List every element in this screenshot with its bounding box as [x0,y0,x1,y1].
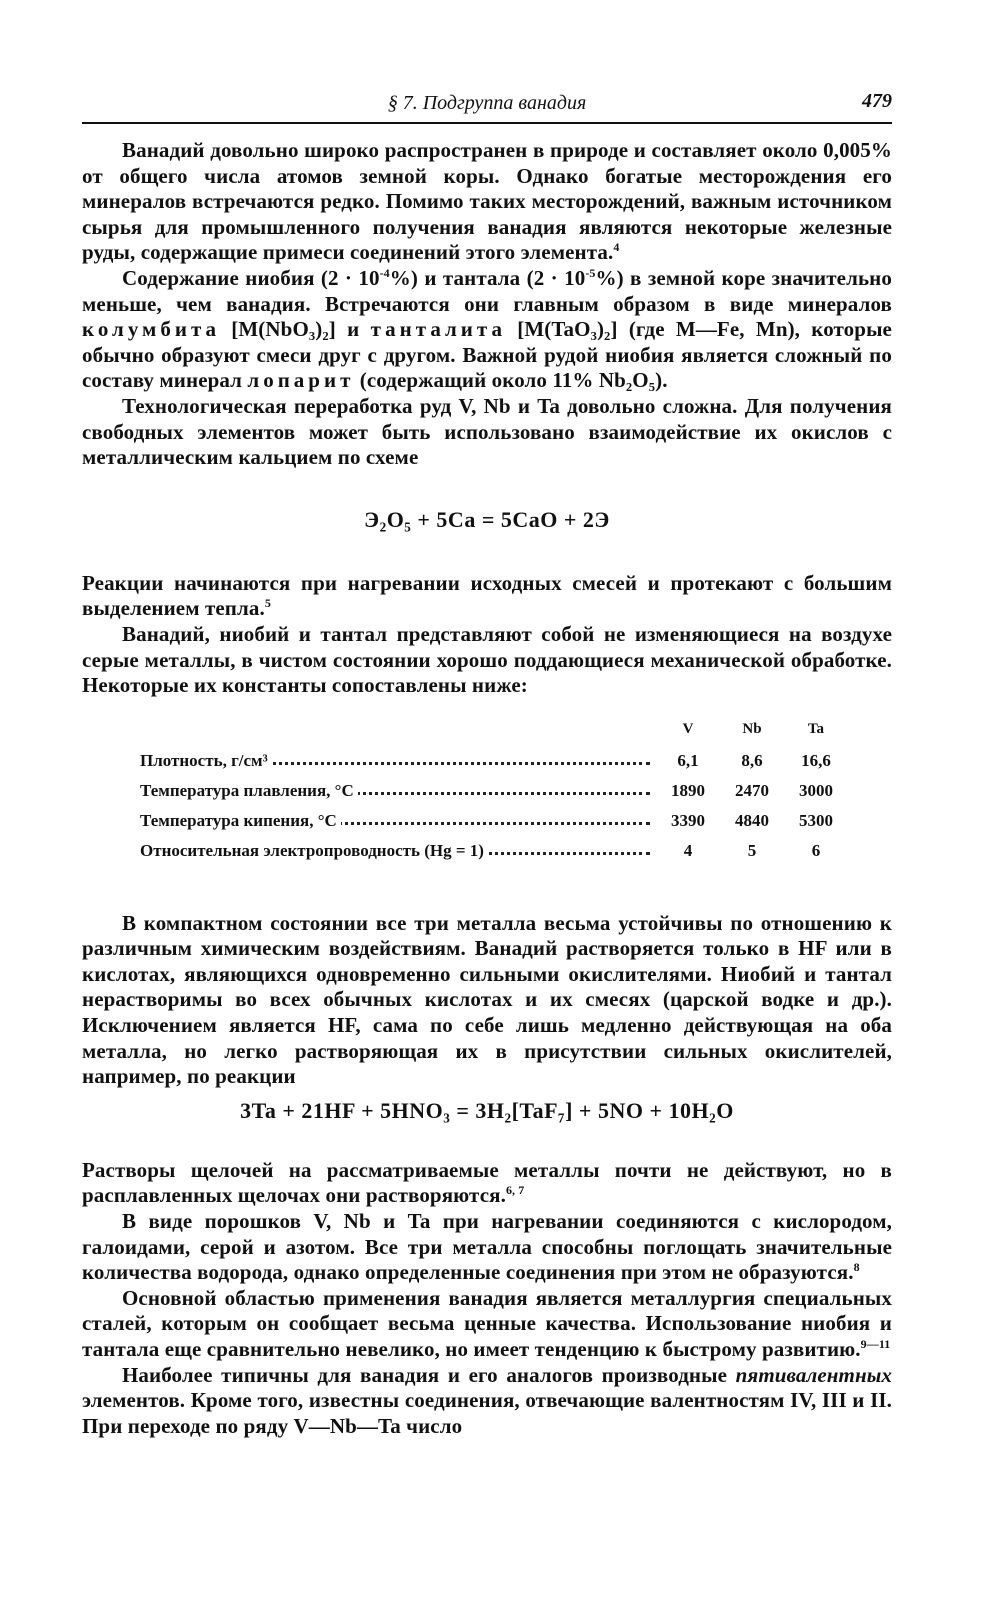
mineral-name: колумбита [82,317,221,342]
paragraph-metal-properties: Ванадий, ниобий и тантал представляют собой не изменяющиеся на воздухе серые металлы, в чистом состоянии хорошо поддающиеся механической обработке. Некоторые их константы сопоставлены ниже: [82,621,892,698]
section-title: § 7. Подгруппа ванадия [387,92,587,114]
page-body [82,138,892,1439]
paragraph-valence: Наиболее типичны для ванадия и его аналогов производные пятивалентных элементов. Кроме того, известны соединения, отвечающие валентностям IV, III и II. При переходе по ряду V—Nb—Ta число [82,1362,892,1438]
constants-table [140,721,848,871]
mineral-name: лопарит [247,368,355,393]
table-cell: 3390 [671,810,705,830]
table-cell: 6 [811,840,821,860]
table-cell: 5 [747,840,757,860]
table-cell: 1890 [671,780,705,800]
table-cell: 4840 [735,810,769,830]
paragraph-powders: В виде порошков V, Nb и Ta при нагревании соединяются с кислородом, галоидами, серой и азотом. Все три металла способны поглощать значительные количества водорода, однако определенные соединения при этом не образуются.$^8$ [82,1209,892,1285]
footnote-ref: 8 [853,1260,860,1275]
constants-header-row [140,721,848,751]
running-header [82,88,892,124]
table-cell: 4 [683,840,693,860]
table-cell: 2470 [735,780,769,800]
column-header: Ta [807,720,825,737]
table-row [140,781,848,811]
paragraph-vanadium-abundance: Ванадий довольно широко распространен в природе и составляет около 0,005% от общего числа атомов земной коры. Однако богатые месторождения его минералов встречаются редко. Помимо таких месторождений, важным источником сырья для промышленного получения ванадия являются некоторые железные руды, содержащие примеси соединений этого элемента.$^4$ [82,138,892,265]
footnote-ref: 5 [264,596,271,611]
mineral-name: танталита [370,317,506,342]
column-header: V [682,720,694,737]
footnote-ref: 9—11 [860,1337,891,1351]
paragraph-applications: Основной областью применения ванадия является металлургия специальных сталей, которым он сообщает весьма ценные качества. Использование ниобия и тантала еще сравнительно невелико, но имеет тенденцию к быстрому развитию.$^{9—11}$ [82,1285,892,1361]
table-row [140,841,848,871]
paragraph-niobium-tantalum-content: Содержание ниобия $(2 \cdot 10^{-4}\%)$ и тантала $(2 \cdot 10^{-5}\%)$ в земной коре значительно меньше, чем ванадия. Встречаются они главным образом в виде минералов колумбита [M(NbO₃)₂] и танталита [M(TaO₃)₂] (где M—Fe, Mn), которые обычно образуют смеси друг с другом. Важной рудой ниобия является сложный по составу минерал лопарит (содержащий около 11% Nb₂O₅). [82,265,892,393]
table-cell: 5300 [799,810,833,830]
row-label: Относительная электропроводность (Hg = 1) [140,841,488,860]
footnote-ref: 6, 7 [505,1183,525,1198]
page-number: 479 [862,90,892,112]
row-label: Температура кипения, °C [140,811,341,830]
table-cell: 3000 [799,780,833,800]
paragraph-reaction-heat: Реакции начинаются при нагревании исходных смесей и протекают с большим выделением тепла.$^5$ [82,570,892,621]
table-cell: 16,6 [801,750,831,770]
column-header: Nb [742,720,762,737]
row-label: Плотность, г/см³ [140,751,272,770]
table-row [140,811,848,841]
paragraph-processing: Технологическая переработка руд V, Nb и Ta довольно сложна. Для получения свободных элементов может быть использовано взаимодействие их окислов с металлическим кальцием по схеме [82,393,892,470]
equation-tantalum-dissolution: 3Ta + 21HF + 5HNO₃ = 3H₂[TaF₇] + 5NO + 10H₂O [240,1097,734,1123]
emphasis-text: пятивалентных [735,1362,892,1387]
row-label: Температура плавления, °C [140,781,358,800]
footnote-ref: 4 [613,240,620,255]
paragraph-alkali: Растворы щелочей на рассматриваемые металлы почти не действуют, но в расплавленных щелочах они растворяются.$^{6, 7}$ [82,1157,892,1208]
table-cell: 8,6 [741,750,763,770]
paragraph-chemical-stability: В компактном состоянии все три металла весьма устойчивы по отношению к различным химическим воздействиям. Ванадий растворяется только в HF или в кислотах, являющихся одновременно сильными окислителями. Ниобий и тантал нерастворимы во всех обычных кислотах и их смесях (царской водке и др.). Исключением является HF, сама по себе лишь медленно действующая на оба металла, но легко растворяющая их в присутствии сильных окислителей, например, по реакции [82,910,892,1089]
table-row [140,751,848,781]
equation-reduction: Э₂O₅ + 5Ca = 5CaO + 2Э [364,506,610,532]
table-cell: 6,1 [677,750,699,770]
